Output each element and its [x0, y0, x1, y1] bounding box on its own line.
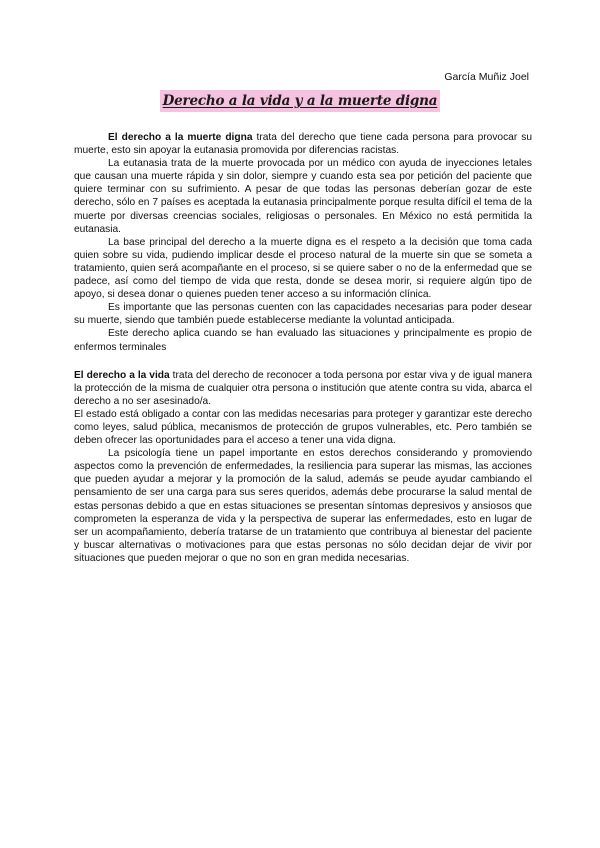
paragraph-base-principal: La base principal del derecho a la muerte digna es el respeto a la decisión que toma cada quien sobre su vida, pudiendo implicar desde el proceso natural de la muerte sin que se someta a tratamiento, quien será acompañante en el proceso, si se quiere saber o no de la enfermedad que se padece, así como del tiempo de vida que resta, donde se desea morir, si requiere algún tipo de apoyo, si desea donar o quienes pueden tener acceso a su información clínica. — [74, 236, 532, 301]
paragraph-derecho-vida-intro — [74, 369, 532, 408]
paragraph-muerte-digna-intro — [74, 131, 532, 157]
paragraph-aplicacion: Este derecho aplica cuando se han evaluado las situaciones y principalmente es propio de enfermos terminales — [74, 328, 532, 353]
paragraph-text: trata del derecho de reconocer a toda persona por estar viva y de igual manera la protección de la misma de cualquier otra persona o institución que atente contra su vida, abarca el derecho a no ser asesinado/a. — [74, 369, 532, 407]
author-name: García Muñiz Joel — [444, 71, 529, 83]
paragraph-eutanasia: La eutanasia trata de la muerte provocada por un médico con ayuda de inyecciones letales que causan una muerte rápida y sin dolor, siempre y cuando esta sea por petición del paciente que quiere terminar con su sufrimiento. A pesar de que todas las personas deberían gozar de este derecho, sólo en 7 países es aceptada la eutanasia principalmente porque resulta difícil el tema de la muerte por diversas creencias sociales, religiosas o personales. En México no está permitida la eutanasia. — [74, 158, 532, 235]
paragraph-text: trata del derecho que tiene cada persona para provocar su muerte, esto sin apoyar la eutanasia promovida por diferencias racistas. — [74, 132, 532, 157]
paragraph-psicologia: La psicología tiene un papel importante en estos derechos considerando y promoviendo aspectos como la prevención de enfermedades, la resiliencia para superar las mismas, las acciones que pueden ayudar a mejorar y la promoción de la salud, además se peude ayudar cambiando el pensamiento de ser una carga para sus seres queridos, además debe procurarse la salud mental de estas personas debido a que en estas situaciones se presentan síntomas depresivos y ansiosos que comprometen la esperanza de vida y la perspectiva de superar las enfermedades, esto en lugar de ser un acompañamiento, debería tratarse de un tratamiento que contribuya al bienestar del paciente y buscar alternativas o motivaciones para que estas personas no sólo decidan dejar de vivir por situaciones que pueden mejorar o que no son en gran medida necesarias. — [74, 448, 532, 564]
heading-derecho-vida: El derecho a la vida — [74, 369, 170, 381]
section-spacer — [74, 354, 532, 369]
title-container — [0, 90, 600, 112]
paragraph-estado: El estado está obligado a contar con las medidas necesarias para proteger y garantizar este derecho como leyes, salud pública, mecanismos de protección de grupos vulnerables, etc. Pero también se deben ofrecer las oportunidades para el acceso a tener una vida digna. — [74, 408, 532, 447]
paragraph-capacidades: Es importante que las personas cuenten con las capacidades necesarias para poder desear su muerte, siendo que también puede establecerse mediante la voluntad anticipada. — [74, 302, 532, 327]
document-title: Derecho a la vida y a la muerte digna — [160, 90, 441, 112]
heading-muerte-digna: El derecho a la muerte digna — [108, 132, 253, 143]
document-body — [74, 131, 532, 565]
